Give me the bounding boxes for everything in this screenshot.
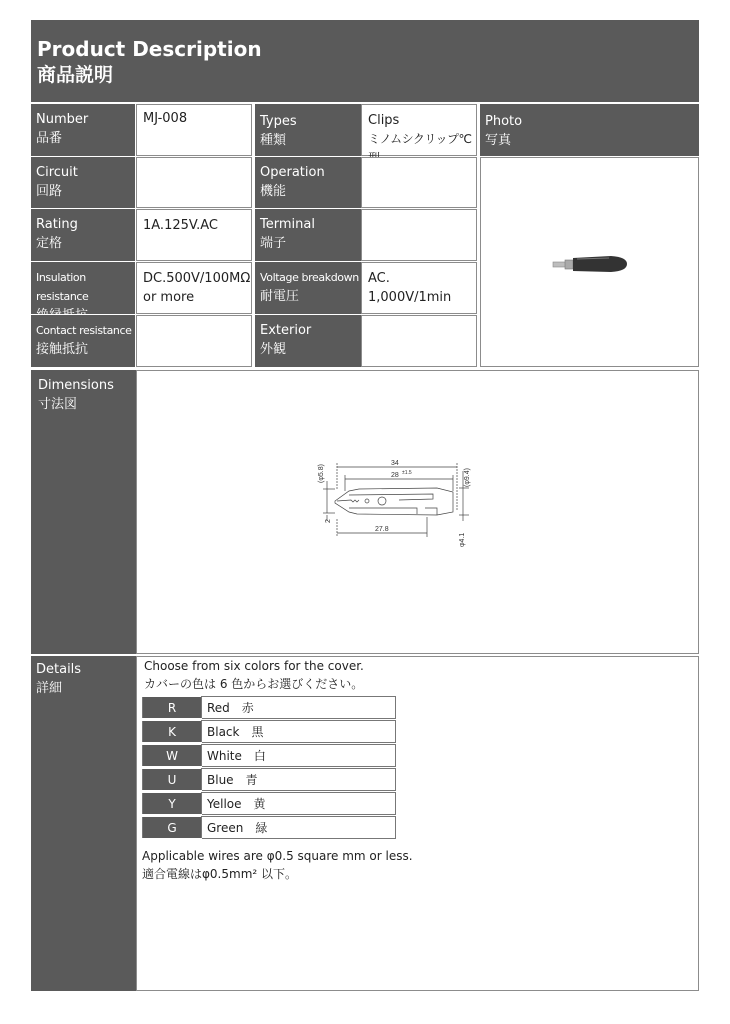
circuit-label-jp: 回路 xyxy=(36,184,63,199)
color-row xyxy=(143,745,396,767)
number-label xyxy=(31,104,135,156)
operation-label xyxy=(255,157,361,208)
color-name: Black 黒 xyxy=(202,721,396,743)
dimensions-label-jp: 寸法図 xyxy=(38,397,78,412)
details-intro-jp: カバーの色は 6 色からお選びください。 xyxy=(144,677,364,691)
circuit-value xyxy=(136,157,252,208)
photo-label xyxy=(480,104,699,156)
contact-label xyxy=(31,315,135,367)
color-code: U xyxy=(143,769,202,791)
terminal-label-jp: 端子 xyxy=(260,236,287,251)
details-label-jp: 詳細 xyxy=(36,681,63,696)
types-label-en: Types xyxy=(260,114,297,129)
photo-label-en: Photo xyxy=(485,114,523,129)
circuit-label-en: Circuit xyxy=(36,165,78,180)
number-value: MJ-008 xyxy=(136,104,252,156)
operation-label-jp: 機能 xyxy=(260,184,287,199)
photo-label-jp: 写真 xyxy=(485,133,512,148)
color-code: Y xyxy=(143,793,202,815)
number-label-en: Number xyxy=(36,112,89,127)
dimension-drawing xyxy=(137,371,700,655)
number-label-jp: 品番 xyxy=(36,131,63,146)
exterior-label-jp: 外観 xyxy=(260,342,287,357)
details-label xyxy=(31,656,136,991)
operation-value xyxy=(361,157,477,208)
exterior-label xyxy=(255,315,361,367)
details-intro-en: Choose from six colors for the cover. xyxy=(144,659,364,673)
types-value-en: Clips xyxy=(368,113,400,128)
rating-label-en: Rating xyxy=(36,217,78,232)
dimensions-label-en: Dimensions xyxy=(38,378,114,393)
page-title-bar xyxy=(31,20,699,102)
contact-label-jp: 接触抵抗 xyxy=(36,342,89,357)
photo-box xyxy=(480,157,699,367)
color-row xyxy=(143,769,396,791)
circuit-label xyxy=(31,157,135,208)
contact-value xyxy=(136,315,252,367)
insulation-label xyxy=(31,262,135,314)
voltage-label-en: Voltage breakdown xyxy=(260,271,359,284)
color-name: Red 赤 xyxy=(202,697,396,719)
dimensions-label xyxy=(31,370,136,654)
color-name: Green 緑 xyxy=(202,817,396,839)
types-label xyxy=(255,104,361,156)
types-value xyxy=(361,104,477,156)
types-value-jp: ミノムシクリップ℃ xyxy=(368,132,472,146)
page-title-jp: 商品説明 xyxy=(37,64,114,86)
clip-photo xyxy=(481,158,700,368)
terminal-label-en: Terminal xyxy=(260,217,315,232)
color-name: Yelloe 黄 xyxy=(202,793,396,815)
insulation-value xyxy=(136,262,252,314)
dim-28: 28 xyxy=(391,472,399,479)
voltage-label-jp: 耐電圧 xyxy=(260,289,300,304)
dimensions-drawing-area xyxy=(136,370,699,654)
color-name: Blue 青 xyxy=(202,769,396,791)
dim-phi-5-8: (φ5.8) xyxy=(318,464,325,483)
rating-label-jp: 定格 xyxy=(36,236,63,251)
color-row xyxy=(143,721,396,743)
color-row xyxy=(143,697,396,719)
operation-label-en: Operation xyxy=(260,165,325,180)
dim-27-8: 27.8 xyxy=(375,526,389,533)
terminal-label xyxy=(255,209,361,261)
voltage-label xyxy=(255,262,361,314)
color-row xyxy=(143,793,396,815)
rating-value: 1A.125V.AC xyxy=(136,209,252,261)
insulation-label-en: Insulation resistance xyxy=(36,271,89,303)
insulation-value-line1: DC.500V/100MΩ xyxy=(143,271,251,286)
terminal-value xyxy=(361,209,477,261)
page-title: Product Description xyxy=(37,37,262,61)
color-row xyxy=(143,817,396,839)
color-code: K xyxy=(143,721,202,743)
color-code: W xyxy=(143,745,202,767)
dim-phi-9-4: (φ9.4) xyxy=(464,468,471,487)
color-code: R xyxy=(143,697,202,719)
dim-2: 2 xyxy=(325,519,332,523)
wires-note-jp: 適合電線はφ0.5mm² 以下。 xyxy=(142,867,298,881)
color-table xyxy=(142,696,396,839)
dim-phi-4-1: φ4.1 xyxy=(459,532,466,547)
color-name: White 白 xyxy=(202,745,396,767)
wires-note-en: Applicable wires are φ0.5 square mm or less. xyxy=(142,849,413,863)
rating-label xyxy=(31,209,135,261)
insulation-value-line2: or more xyxy=(143,290,195,305)
types-label-jp: 種類 xyxy=(260,133,287,148)
voltage-value: AC. 1,000V/1min xyxy=(361,262,477,314)
color-code: G xyxy=(143,817,202,839)
exterior-label-en: Exterior xyxy=(260,323,312,338)
details-label-en: Details xyxy=(36,662,82,677)
contact-label-en: Contact resistance xyxy=(36,324,132,337)
exterior-value xyxy=(361,315,477,367)
dim-34: 34 xyxy=(391,460,399,467)
dim-28-tolerance: ±1.5 xyxy=(402,470,412,476)
